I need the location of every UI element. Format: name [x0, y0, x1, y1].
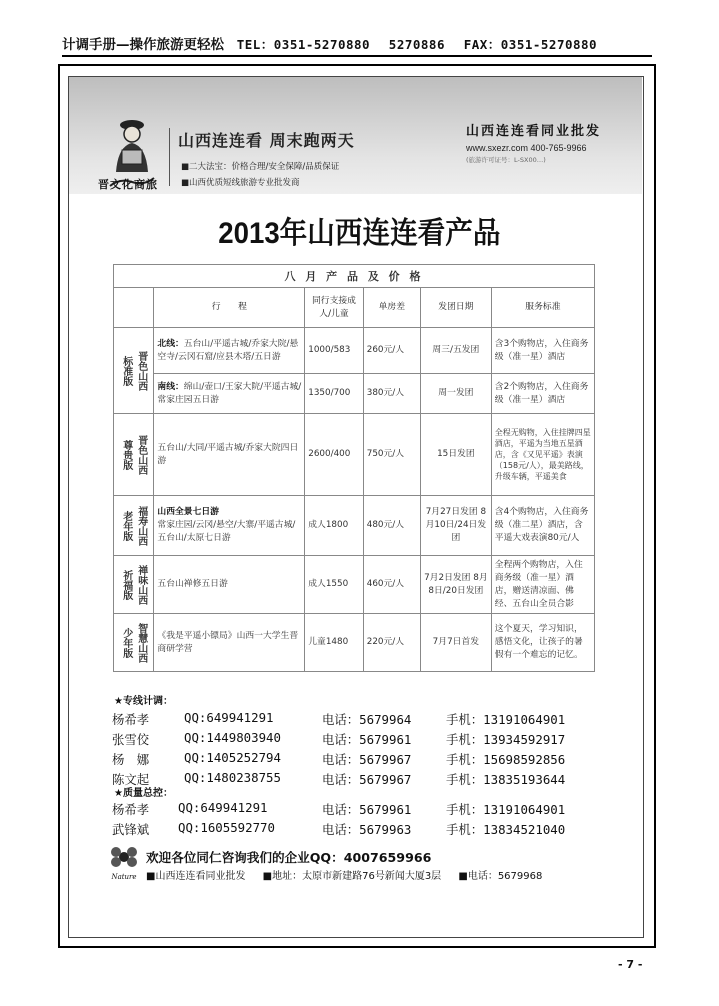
contact-name: 武锋斌	[112, 822, 150, 837]
contact-tel: 电话：5679961	[322, 732, 412, 747]
single-cell: 260元/人	[363, 328, 420, 374]
single-cell: 220元/人	[363, 614, 420, 672]
contact-qq: QQ:1605592770	[178, 820, 275, 835]
header-tel: TEL：0351-5270880	[236, 37, 371, 52]
dates-cell: 15日发团	[420, 414, 491, 496]
category-name: 老年版	[120, 510, 132, 541]
brand-title: 山西连连看 周末跑两天	[178, 131, 355, 150]
contact-qq: QQ:1449803940	[184, 730, 281, 745]
contact-tel: 电话：5679964	[322, 712, 412, 727]
table-row	[114, 328, 595, 374]
flower-icon	[105, 843, 143, 883]
contact-mobile: 手机：13835193644	[446, 772, 566, 787]
wholesale-license: (旅游许可证号：L-SX00…)	[466, 156, 546, 164]
footer-phone: ■电话：5679968	[458, 871, 543, 882]
route-cell	[154, 374, 305, 414]
category-name: 少年版	[120, 627, 132, 658]
header-service: 服务标准	[491, 288, 594, 328]
price-cell: 1350/700	[305, 374, 364, 414]
header-route: 行 程	[154, 288, 305, 328]
category-name: 祈福版	[120, 569, 132, 600]
header-tel2: 5270886	[388, 37, 445, 52]
header-category	[114, 288, 154, 328]
route-cell: 《我是平遥小镖局》山西一大学生晋商研学营	[154, 614, 305, 672]
brand-divider	[169, 128, 170, 186]
category-name: 标准版	[120, 355, 132, 386]
planners-title: ★专线计调：	[114, 696, 173, 707]
table-row	[114, 374, 595, 414]
route-text: 五台山/平遥古城/乔家大院/悬空寺/云冈石窟/应县木塔/五日游	[157, 338, 299, 362]
category-cell	[114, 556, 154, 614]
service-cell: 含3个购物店，入住商务级（准一星）酒店	[491, 328, 594, 374]
header-dates: 发团日期	[420, 288, 491, 328]
route-title: 北线：	[157, 338, 184, 349]
category-cell	[114, 496, 154, 556]
service-cell: 含2个购物店，入住商务级（准一星）酒店	[491, 374, 594, 414]
single-cell: 380元/人	[363, 374, 420, 414]
dates-cell: 周三/五发团	[420, 328, 491, 374]
table-row	[114, 414, 595, 496]
page-title-text: 2013年山西连连看产品	[218, 217, 501, 250]
footer-info	[146, 867, 556, 882]
route-title: 南线：	[157, 381, 184, 392]
header-single: 单房差	[363, 288, 420, 328]
category-sub: 福寿山西	[135, 505, 147, 546]
route-cell	[154, 496, 305, 556]
footer-company: ■山西连连看同业批发	[146, 871, 246, 882]
dates-cell: 周一发团	[420, 374, 491, 414]
category-sub: 晋色山西	[135, 434, 147, 475]
dates-cell: 7月27日发团 8月10日/24日发团	[420, 496, 491, 556]
wholesale-title: 山西连连看同业批发	[466, 124, 602, 139]
contact-tel: 电话：5679961	[322, 802, 412, 817]
contact-name: 陈文起	[112, 772, 150, 787]
dates-cell: 7月2日发团 8月8日/20日发团	[420, 556, 491, 614]
route-text: 常家庄园/云冈/悬空/大寨/平遥古城/五台山/太原七日游	[157, 520, 296, 543]
contact-name: 张雪佼	[112, 732, 150, 747]
contact-tel: 电话：5679967	[322, 772, 412, 787]
table-row	[114, 614, 595, 672]
quality-title: ★质量总控：	[114, 788, 173, 799]
category-cell	[114, 414, 154, 496]
header-slogan: 计调手册—操作旅游更轻松	[62, 37, 224, 53]
route-text: 绵山/壶口/王家大院/平遥古城/常家庄园五日游	[157, 381, 302, 405]
single-cell: 750元/人	[363, 414, 420, 496]
page-number: - 7 -	[618, 958, 643, 971]
service-cell: 全程无购物，入住挂牌四星酒店，平遥为当地五星酒店，含《又见平遥》表演（158元/人），最美路线，升级车辆，平遥美食	[491, 414, 594, 496]
category-cell	[114, 614, 154, 672]
contact-qq: QQ:1480238755	[184, 770, 281, 785]
table-caption: 八 月 产 品 及 价 格	[114, 265, 595, 288]
price-cell: 2600/400	[305, 414, 364, 496]
service-cell: 全程两个购物店，入住商务级（准一星）酒店，赠送清凉面、佛经、五台山全员合影	[491, 556, 594, 614]
contact-qq: QQ:649941291	[184, 710, 274, 725]
price-cell: 1000/583	[305, 328, 364, 374]
route-cell	[154, 328, 305, 374]
contact-mobile: 手机：13934592917	[446, 732, 566, 747]
product-price-table	[113, 264, 595, 672]
contact-mobile: 手机：15698592856	[446, 752, 566, 767]
contact-mobile: 手机：13834521040	[446, 822, 566, 837]
price-cell: 成人1550	[305, 556, 364, 614]
nature-logo	[105, 843, 143, 883]
contact-name: 杨希孝	[112, 712, 150, 727]
contact-qq: QQ:649941291	[178, 800, 268, 815]
route-title: 山西全景七日游	[157, 507, 219, 517]
page-title	[0, 208, 719, 252]
table-row	[114, 556, 595, 614]
service-cell: 这个夏天，学习知识，感悟文化，让孩子的暑假有一个难忘的记忆。	[491, 614, 594, 672]
brand-sub2: ■山西优质短线旅游专业批发商	[181, 178, 300, 188]
table-row	[114, 496, 595, 556]
single-cell: 460元/人	[363, 556, 420, 614]
contact-name: 杨 娜	[112, 752, 150, 767]
logo-caption: 晋文化商旅	[98, 178, 158, 191]
header-price: 同行支接成人/儿童	[305, 288, 364, 328]
category-sub: 晋色山西	[135, 350, 147, 391]
price-cell: 成人1800	[305, 496, 364, 556]
contact-mobile: 手机：13191064901	[446, 802, 566, 817]
brand-sub1: ■二大法宝：价格合理/安全保障/品质保证	[181, 162, 340, 172]
footer-address: ■地址：太原市新建路76号新闻大厦3层	[262, 871, 442, 882]
page-header	[62, 33, 652, 57]
category-cell	[114, 328, 154, 414]
category-sub: 智慧山西	[135, 622, 147, 663]
header-fax: FAX：0351-5270880	[463, 37, 598, 52]
single-cell: 480元/人	[363, 496, 420, 556]
price-cell: 儿童1480	[305, 614, 364, 672]
dates-cell: 7月7日首发	[420, 614, 491, 672]
wholesale-url: www.sxezr.com 400-765-9966	[466, 143, 587, 153]
service-cell: 含4个购物店，入住商务级（准二星）酒店，含平遥大戏表演80元/人	[491, 496, 594, 556]
nature-logo-text: Nature	[111, 873, 137, 881]
wholesale-brand	[466, 120, 601, 164]
category-name: 尊贵版	[120, 439, 132, 470]
contact-mobile: 手机：13191064901	[446, 712, 566, 727]
contact-tel: 电话：5679963	[322, 822, 412, 837]
route-cell: 五台山/大同/平遥古城/乔家大院四日游	[154, 414, 305, 496]
contact-qq: QQ:1405252794	[184, 750, 281, 765]
welcome-text: 欢迎各位同仁咨询我们的企业QQ：4007659966	[146, 850, 432, 865]
contact-name: 杨希孝	[112, 802, 150, 817]
contact-tel: 电话：5679967	[322, 752, 412, 767]
route-cell: 五台山禅修五日游	[154, 556, 305, 614]
category-sub: 禅味山西	[135, 564, 147, 605]
